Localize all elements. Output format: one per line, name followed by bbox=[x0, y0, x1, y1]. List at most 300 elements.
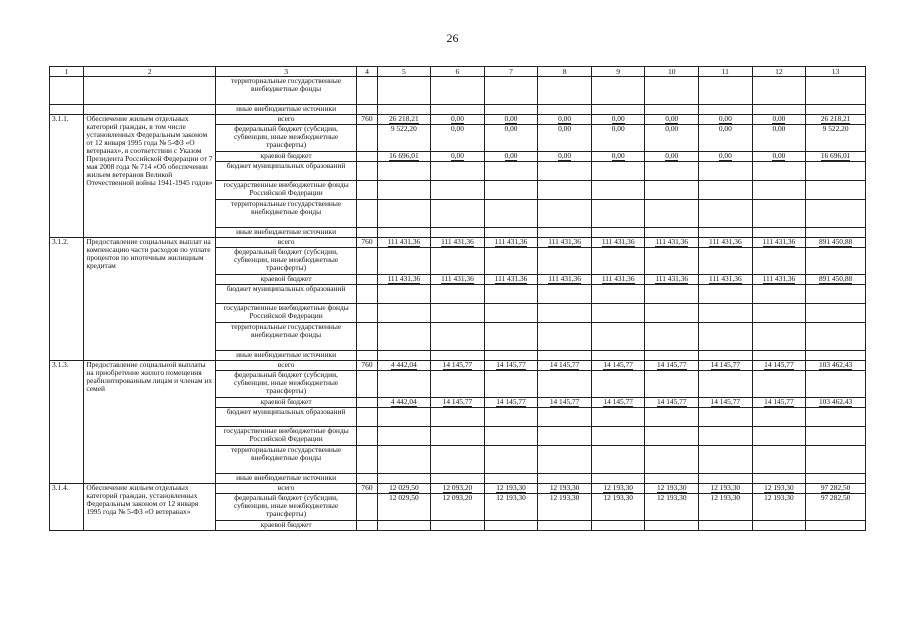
source-cell: федеральный бюджет (субсидии, субвенции, иные межбюджетные трансферты) bbox=[215, 125, 357, 152]
value-cell bbox=[806, 248, 866, 275]
value-cell bbox=[431, 200, 485, 228]
value-cell bbox=[484, 162, 538, 181]
value-cell bbox=[699, 200, 753, 228]
value-cell bbox=[591, 152, 645, 162]
value-cell bbox=[431, 474, 485, 484]
value-cell bbox=[538, 323, 592, 351]
continuation-row bbox=[50, 77, 866, 105]
value-cell bbox=[752, 427, 806, 446]
value-cell bbox=[752, 105, 806, 115]
cell-value: 111 431,36 bbox=[601, 237, 635, 246]
value-cell: 9 522,20 bbox=[377, 125, 431, 152]
value-cell bbox=[538, 484, 592, 494]
code-cell: 760 bbox=[357, 484, 377, 494]
value-cell bbox=[699, 77, 753, 105]
value-cell bbox=[377, 105, 431, 115]
value-cell bbox=[699, 446, 753, 474]
value-cell bbox=[538, 521, 592, 531]
value-cell bbox=[806, 521, 866, 531]
value-cell: 0,00 bbox=[484, 125, 538, 152]
value-cell bbox=[484, 105, 538, 115]
source-cell: иные внебюджетные источники bbox=[215, 105, 357, 115]
value-cell bbox=[591, 408, 645, 427]
activity-index: 3.1.2. bbox=[50, 238, 84, 361]
cell-value: 0,00 bbox=[772, 114, 786, 123]
value-cell bbox=[431, 484, 485, 494]
source-cell: иные внебюджетные источники bbox=[215, 228, 357, 238]
value-cell bbox=[806, 238, 866, 248]
value-cell bbox=[699, 248, 753, 275]
activity-index: 3.1.4. bbox=[50, 484, 84, 531]
value-cell bbox=[699, 351, 753, 361]
code-cell bbox=[357, 181, 377, 200]
column-header: 3 bbox=[215, 67, 357, 77]
cell-value: 111 431,36 bbox=[548, 237, 581, 246]
value-cell bbox=[377, 275, 431, 285]
value-cell: 12 193,30 bbox=[645, 494, 699, 521]
value-cell bbox=[484, 152, 538, 162]
value-cell bbox=[645, 248, 699, 275]
value-cell bbox=[377, 398, 431, 408]
value-cell bbox=[591, 285, 645, 304]
cell-value: 891 450,88 bbox=[818, 274, 853, 283]
value-cell bbox=[538, 200, 592, 228]
page-number: 26 bbox=[446, 31, 459, 45]
cell-value: 891 450,88 bbox=[818, 237, 853, 246]
value-cell bbox=[806, 351, 866, 361]
value-cell bbox=[431, 398, 485, 408]
value-cell bbox=[806, 105, 866, 115]
value-cell bbox=[699, 484, 753, 494]
value-cell bbox=[538, 248, 592, 275]
value-cell bbox=[591, 446, 645, 474]
value-cell bbox=[591, 200, 645, 228]
cell-value: 12 193,30 bbox=[656, 483, 687, 492]
cell-value: 111 431,36 bbox=[655, 237, 689, 246]
value-cell bbox=[645, 200, 699, 228]
code-cell bbox=[357, 521, 377, 531]
value-cell bbox=[431, 285, 485, 304]
value-cell bbox=[806, 484, 866, 494]
value-cell bbox=[538, 398, 592, 408]
value-cell bbox=[752, 152, 806, 162]
value-cell bbox=[699, 474, 753, 484]
value-cell bbox=[806, 115, 866, 125]
value-cell bbox=[538, 275, 592, 285]
cell-value: 0,00 bbox=[665, 151, 679, 160]
value-cell bbox=[699, 228, 753, 238]
value-cell bbox=[377, 228, 431, 238]
value-cell bbox=[484, 77, 538, 105]
value-cell bbox=[538, 77, 592, 105]
value-cell bbox=[752, 248, 806, 275]
value-cell bbox=[645, 323, 699, 351]
name-cell bbox=[84, 77, 215, 105]
value-cell bbox=[377, 304, 431, 323]
value-cell bbox=[645, 228, 699, 238]
value-cell bbox=[591, 248, 645, 275]
value-cell bbox=[752, 474, 806, 484]
value-cell bbox=[431, 248, 485, 275]
value-cell bbox=[431, 228, 485, 238]
value-cell bbox=[806, 398, 866, 408]
cell-value: 4 442,04 bbox=[390, 360, 417, 369]
value-cell bbox=[431, 115, 485, 125]
value-cell bbox=[699, 427, 753, 446]
value-cell bbox=[699, 181, 753, 200]
value-cell bbox=[538, 115, 592, 125]
value-cell bbox=[645, 408, 699, 427]
code-cell bbox=[357, 125, 377, 152]
cell-value: 0,00 bbox=[611, 151, 625, 160]
column-header: 10 bbox=[645, 67, 699, 77]
value-cell bbox=[752, 521, 806, 531]
column-header: 13 bbox=[806, 67, 866, 77]
cell-value: 12 193,30 bbox=[710, 483, 741, 492]
value-cell bbox=[752, 115, 806, 125]
value-cell bbox=[806, 361, 866, 371]
value-cell bbox=[377, 351, 431, 361]
value-cell bbox=[645, 427, 699, 446]
activity-name: Обеспечение жильем отдельных категорий граждан, установленных Федеральным законом от 12 января 1995 года № 5-ФЗ «О ветеранах» bbox=[84, 484, 215, 531]
value-cell bbox=[377, 446, 431, 474]
cell-value: 111 431,36 bbox=[708, 274, 742, 283]
value-cell bbox=[591, 275, 645, 285]
source-cell: бюджет муниципальных образований bbox=[215, 162, 357, 181]
value-cell bbox=[591, 398, 645, 408]
value-cell bbox=[484, 408, 538, 427]
value-cell bbox=[806, 285, 866, 304]
value-cell bbox=[591, 115, 645, 125]
source-cell: иные внебюджетные источники bbox=[215, 474, 357, 484]
source-cell: бюджет муниципальных образований bbox=[215, 408, 357, 427]
code-cell bbox=[357, 248, 377, 275]
code-cell bbox=[357, 228, 377, 238]
code-cell bbox=[357, 398, 377, 408]
value-cell bbox=[377, 361, 431, 371]
value-cell bbox=[431, 427, 485, 446]
value-cell bbox=[752, 371, 806, 398]
value-cell: 12 193,30 bbox=[538, 494, 592, 521]
cell-value: 0,00 bbox=[665, 114, 679, 123]
value-cell bbox=[591, 484, 645, 494]
value-cell bbox=[699, 152, 753, 162]
value-cell bbox=[538, 408, 592, 427]
value-cell: 12 029,50 bbox=[377, 494, 431, 521]
value-cell bbox=[484, 115, 538, 125]
value-cell bbox=[377, 238, 431, 248]
value-cell bbox=[484, 474, 538, 484]
value-cell bbox=[484, 238, 538, 248]
value-cell bbox=[645, 484, 699, 494]
value-cell bbox=[377, 408, 431, 427]
column-header: 7 bbox=[484, 67, 538, 77]
source-cell: всего bbox=[215, 238, 357, 248]
cell-value: 14 145,77 bbox=[710, 360, 741, 369]
cell-value: 14 145,77 bbox=[656, 360, 687, 369]
value-cell bbox=[806, 162, 866, 181]
name-cell bbox=[84, 105, 215, 115]
value-cell bbox=[591, 304, 645, 323]
value-cell bbox=[699, 361, 753, 371]
cell-value: 14 145,77 bbox=[442, 360, 473, 369]
code-cell: 760 bbox=[357, 361, 377, 371]
value-cell bbox=[806, 474, 866, 484]
value-cell bbox=[645, 361, 699, 371]
value-cell bbox=[591, 238, 645, 248]
cell-value: 4 442,04 bbox=[390, 397, 417, 406]
value-cell bbox=[645, 77, 699, 105]
cell-value: 14 145,77 bbox=[764, 360, 794, 369]
value-cell bbox=[591, 228, 645, 238]
code-cell bbox=[357, 351, 377, 361]
source-cell: краевой бюджет bbox=[215, 398, 357, 408]
cell-value: 0,00 bbox=[558, 114, 572, 123]
table-row bbox=[50, 361, 866, 371]
value-cell bbox=[806, 77, 866, 105]
source-cell: федеральный бюджет (субсидии, субвенции, иные межбюджетные трансферты) bbox=[215, 371, 357, 398]
value-cell: 9 522,20 bbox=[806, 125, 866, 152]
value-cell bbox=[752, 398, 806, 408]
column-header: 4 bbox=[357, 67, 377, 77]
value-cell bbox=[377, 323, 431, 351]
value-cell: 12 193,30 bbox=[591, 494, 645, 521]
source-cell: государственные внебюджетные фонды Российской Федерации bbox=[215, 427, 357, 446]
activity-index: 3.1.3. bbox=[50, 361, 84, 484]
value-cell bbox=[484, 427, 538, 446]
source-cell: территориальные государственные внебюджетные фонды bbox=[215, 446, 357, 474]
value-cell bbox=[645, 181, 699, 200]
cell-value: 111 431,36 bbox=[441, 274, 474, 283]
value-cell bbox=[645, 238, 699, 248]
value-cell bbox=[538, 474, 592, 484]
cell-value: 14 145,77 bbox=[764, 397, 794, 406]
cell-value: 26 218,21 bbox=[820, 114, 851, 123]
cell-value: 12 029,50 bbox=[389, 483, 419, 492]
value-cell bbox=[645, 371, 699, 398]
value-cell bbox=[377, 371, 431, 398]
budget-table bbox=[49, 66, 866, 531]
value-cell bbox=[699, 521, 753, 531]
value-cell bbox=[752, 228, 806, 238]
value-cell bbox=[484, 398, 538, 408]
cell-value: 14 145,77 bbox=[442, 397, 473, 406]
table-row bbox=[50, 238, 866, 248]
value-cell bbox=[806, 200, 866, 228]
value-cell bbox=[538, 304, 592, 323]
cell-value: 0,00 bbox=[504, 114, 518, 123]
code-cell bbox=[357, 304, 377, 323]
value-cell bbox=[806, 275, 866, 285]
cell-value: 14 145,77 bbox=[603, 397, 633, 406]
value-cell bbox=[484, 275, 538, 285]
value-cell bbox=[357, 77, 377, 105]
cell-value: 14 145,77 bbox=[549, 397, 580, 406]
value-cell bbox=[431, 152, 485, 162]
value-cell bbox=[752, 200, 806, 228]
value-cell bbox=[538, 152, 592, 162]
cell-value: 111 431,36 bbox=[494, 237, 528, 246]
value-cell bbox=[538, 371, 592, 398]
value-cell bbox=[377, 248, 431, 275]
value-cell bbox=[431, 323, 485, 351]
value-cell bbox=[645, 285, 699, 304]
source-cell: федеральный бюджет (субсидии, субвенции, иные межбюджетные трансферты) bbox=[215, 494, 357, 521]
value-cell bbox=[806, 446, 866, 474]
value-cell bbox=[591, 162, 645, 181]
value-cell bbox=[752, 275, 806, 285]
value-cell bbox=[431, 521, 485, 531]
cell-value: 0,00 bbox=[450, 114, 464, 123]
cell-value: 12 193,30 bbox=[764, 483, 794, 492]
value-cell bbox=[645, 398, 699, 408]
cell-value: 111 431,36 bbox=[762, 274, 796, 283]
value-cell bbox=[431, 446, 485, 474]
cell-value: 14 145,77 bbox=[603, 360, 633, 369]
cell-value: 26 218,21 bbox=[389, 114, 419, 123]
value-cell bbox=[538, 162, 592, 181]
cell-value: 14 145,77 bbox=[710, 397, 741, 406]
source-cell: бюджет муниципальных образований bbox=[215, 285, 357, 304]
cell-value: 103 462,43 bbox=[818, 360, 853, 369]
value-cell bbox=[645, 304, 699, 323]
value-cell bbox=[377, 115, 431, 125]
value-cell bbox=[806, 427, 866, 446]
value-cell bbox=[431, 351, 485, 361]
value-cell bbox=[377, 162, 431, 181]
source-cell: всего bbox=[215, 115, 357, 125]
value-cell bbox=[591, 361, 645, 371]
value-cell bbox=[699, 371, 753, 398]
value-cell bbox=[538, 285, 592, 304]
value-cell bbox=[699, 323, 753, 351]
value-cell bbox=[484, 371, 538, 398]
value-cell bbox=[645, 152, 699, 162]
value-cell bbox=[484, 351, 538, 361]
table-row bbox=[50, 115, 866, 125]
value-cell: 0,00 bbox=[699, 125, 753, 152]
value-cell bbox=[377, 285, 431, 304]
cell-value: 0,00 bbox=[772, 151, 786, 160]
cell-value: 111 431,36 bbox=[762, 237, 796, 246]
value-cell bbox=[591, 427, 645, 446]
value-cell: 0,00 bbox=[591, 125, 645, 152]
value-cell bbox=[752, 77, 806, 105]
value-cell bbox=[538, 238, 592, 248]
value-cell bbox=[699, 408, 753, 427]
value-cell bbox=[377, 200, 431, 228]
column-header: 5 bbox=[377, 67, 431, 77]
value-cell bbox=[357, 105, 377, 115]
activity-index: 3.1.1. bbox=[50, 115, 84, 238]
cell-value: 0,00 bbox=[450, 151, 464, 160]
value-cell: 12 193,30 bbox=[699, 494, 753, 521]
code-cell bbox=[357, 427, 377, 446]
value-cell bbox=[431, 361, 485, 371]
value-cell bbox=[484, 228, 538, 238]
value-cell bbox=[484, 285, 538, 304]
value-cell bbox=[752, 181, 806, 200]
value-cell: 12 193,30 bbox=[752, 494, 806, 521]
value-cell bbox=[699, 162, 753, 181]
value-cell bbox=[752, 285, 806, 304]
code-cell bbox=[357, 446, 377, 474]
value-cell bbox=[591, 521, 645, 531]
cell-value: 14 145,77 bbox=[656, 397, 687, 406]
value-cell bbox=[377, 427, 431, 446]
value-cell bbox=[484, 446, 538, 474]
value-cell bbox=[752, 304, 806, 323]
code-cell bbox=[357, 323, 377, 351]
value-cell bbox=[645, 162, 699, 181]
value-cell bbox=[484, 323, 538, 351]
value-cell bbox=[538, 446, 592, 474]
value-cell bbox=[699, 285, 753, 304]
value-cell bbox=[431, 371, 485, 398]
value-cell bbox=[377, 484, 431, 494]
value-cell bbox=[806, 408, 866, 427]
value-cell bbox=[699, 238, 753, 248]
value-cell bbox=[431, 162, 485, 181]
cell-value: 103 462,43 bbox=[818, 397, 853, 406]
value-cell bbox=[591, 181, 645, 200]
value-cell bbox=[484, 248, 538, 275]
code-cell bbox=[357, 275, 377, 285]
value-cell bbox=[645, 521, 699, 531]
value-cell bbox=[752, 351, 806, 361]
value-cell bbox=[591, 77, 645, 105]
value-cell bbox=[484, 181, 538, 200]
value-cell bbox=[806, 371, 866, 398]
value-cell bbox=[591, 474, 645, 484]
value-cell bbox=[752, 361, 806, 371]
activity-name: Предоставление социальной выплаты на приобретение жилого помещения реабилитированным лицам и членам их семей bbox=[84, 361, 215, 484]
value-cell bbox=[752, 446, 806, 474]
code-cell bbox=[357, 494, 377, 521]
value-cell bbox=[484, 200, 538, 228]
activity-name: Предоставление социальных выплат на компенсацию части расходов по уплате процентов по ипотечным жилищным кредитам bbox=[84, 238, 215, 361]
value-cell: 0,00 bbox=[538, 125, 592, 152]
source-cell: всего bbox=[215, 484, 357, 494]
code-cell bbox=[357, 152, 377, 162]
cell-value: 0,00 bbox=[718, 151, 732, 160]
table-row bbox=[50, 484, 866, 494]
value-cell: 12 093,20 bbox=[431, 494, 485, 521]
cell-value: 111 431,36 bbox=[387, 237, 421, 246]
source-cell: краевой бюджет bbox=[215, 152, 357, 162]
column-header: 12 bbox=[752, 67, 806, 77]
cell-value: 0,00 bbox=[611, 114, 625, 123]
value-cell bbox=[431, 105, 485, 115]
code-cell bbox=[357, 285, 377, 304]
cell-value: 12 093,20 bbox=[442, 483, 473, 492]
value-cell bbox=[431, 77, 485, 105]
column-header: 9 bbox=[591, 67, 645, 77]
value-cell bbox=[752, 238, 806, 248]
code-cell bbox=[357, 408, 377, 427]
cell-value: 111 431,36 bbox=[387, 274, 421, 283]
cell-value: 111 431,36 bbox=[601, 274, 635, 283]
cell-value: 12 193,30 bbox=[549, 483, 580, 492]
value-cell bbox=[538, 105, 592, 115]
code-cell bbox=[357, 474, 377, 484]
value-cell bbox=[699, 105, 753, 115]
column-header: 11 bbox=[699, 67, 753, 77]
cell-value: 12 193,30 bbox=[603, 483, 633, 492]
value-cell bbox=[377, 77, 431, 105]
value-cell bbox=[591, 351, 645, 361]
index-cell bbox=[50, 77, 84, 105]
